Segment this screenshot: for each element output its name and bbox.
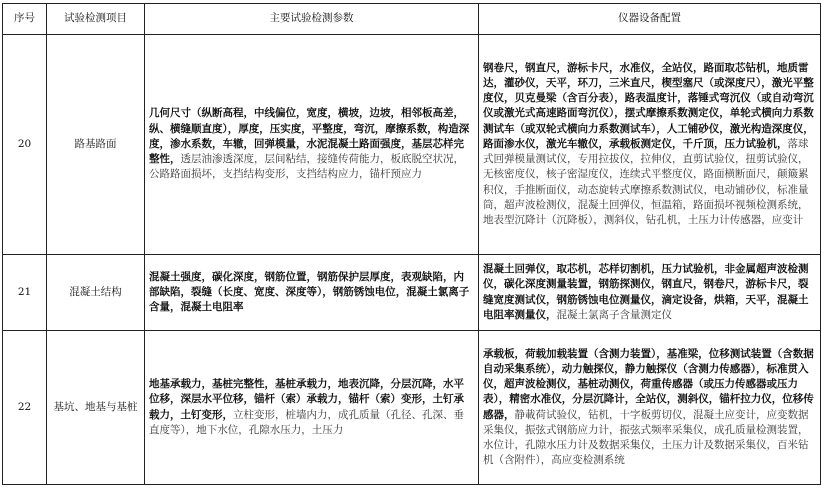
row-no: 20 [3,35,47,255]
table-row [3,35,821,255]
equip-primary: 钢卷尺，钢直尺，游标卡尺，水准仪，全站仪，路面取芯钻机，地质雷达，灌砂仪，天平，环刀，三米直尺，楔型塞尺（或深度尺），激光平整度仪，贝克曼梁（含百分表），路表温度计，落锤式弯沉仪（或自动弯沉仪或激光式高速路面弯沉仪），摆式摩擦系数测定仪，单轮式横向力系数测试车（或双轮式横向力系数测试车），人工铺砂仪，激光构造深度仪，路面渗水仪，激光车辙仪，承载板测定仪，千斤顶，压力试验机， [483,61,814,150]
header-params: 主要试验检测参数 [145,4,479,35]
test-parameters-table [2,3,821,485]
params-secondary: 透层油渗透深度，层间粘结，接缝传荷能力，板底脱空状况，公路路面损坏，支挡结构变形，支挡结构应力，锚杆预应力 [149,153,464,181]
header-item: 试验检测项目 [47,4,145,35]
header-no: 序号 [3,4,47,35]
row-no: 22 [3,331,47,485]
row-params [145,35,479,255]
equip-secondary: 混凝土氯离子含量测定仪 [556,308,672,321]
equip-primary: 混凝土回弹仪，取芯机，芯样切割机，压力试验机，非金属超声波检测仪，碳化深度测量装置，钢筋探测仪，钢直尺，钢卷尺，游标卡尺，裂缝宽度测试仪，钢筋锈蚀电位测量仪，滴定设备，烘箱，天平，混凝土电阻率测量仪， [483,263,809,321]
params-primary: 混凝土强度，碳化深度，钢筋位置，钢筋保护层厚度，表观缺陷，内部缺陷，裂缝（长度、宽度、深度等），钢筋锈蚀电位，混凝土氯离子含量，混凝土电阻率 [149,270,470,314]
equip-secondary: 静載荷试验仪，钻机，十字板剪切仪，混凝土应变计，应变数据采集仪，振弦式钢筋应力计，振弦式频率采集仪，成孔质量检测装置，水位计，孔隙水压力计及数据采集仪，土压力计及数据采集仪，百米钻机（含附件），高应变检测系统 [483,408,809,467]
equip-primary: 承载板，荷载加载装置（含测力装置），基准梁，位移测试装置（含数据自动采集系统），动力触探仪，静力触探仪（含测力传感器），标准贯入仪，超声波检测仪，基桩动测仪，荷重传感器（或压力传感器或压力表），精密水准仪，分层沉降计，全站仪，测斜仪，锚杆拉力仪，位移传感器， [483,347,814,421]
row-no: 21 [3,255,47,331]
params-primary: 地基承载力，基桩完整性，基桩承载力，地表沉降，分层沉降，水平位移，深层水平位移，锚杆（索）承载力，锚杆（索）变形，土钉承载力，土钉变形， [149,378,464,421]
row-equip [479,331,821,485]
table-header-row [3,4,821,35]
row-item: 基坑、地基与基桩 [47,331,145,485]
params-primary: 几何尺寸（纵断高程，中线偏位，宽度，横坡，边坡，相邻板高差，纵、横缝顺直度），厚度，压实度，平整度，弯沉，摩擦系数，构造深度，渗水系数，车辙，回弹模量，水泥混凝土路面强度，基层芯样完整性， [149,107,470,166]
row-item: 混凝土结构 [47,255,145,331]
params-secondary: 立柱变形，桩墙内力，成孔质量（孔径、孔深、垂直度等），地下水位，孔隙水压力，土压力 [149,408,464,436]
row-item: 路基路面 [47,35,145,255]
row-params [145,331,479,485]
row-equip [479,255,821,331]
row-params [145,255,479,331]
row-equip [479,35,821,255]
equip-secondary: 落球式回弹模量测试仪，专用拉拔仪，拉伸仪，直剪试验仪，扭剪试验仪，无核密度仪，核子密湿度仪，连续式平整度仪，路面横断面尺，颠簸累积仪，手推断面仪，动态旋转式摩擦系数测试仪，电动铺砂仪，标准量筒，超声波检测仪，混凝土回弹仪，恒温箱，路面损坏视频检测系统，地表型沉降计（沉降板），测斜仪，钻孔机，土压力计传感器，应变计 [483,137,809,226]
table-row [3,331,821,485]
header-equip: 仪器设备配置 [479,4,821,35]
table-row [3,255,821,331]
